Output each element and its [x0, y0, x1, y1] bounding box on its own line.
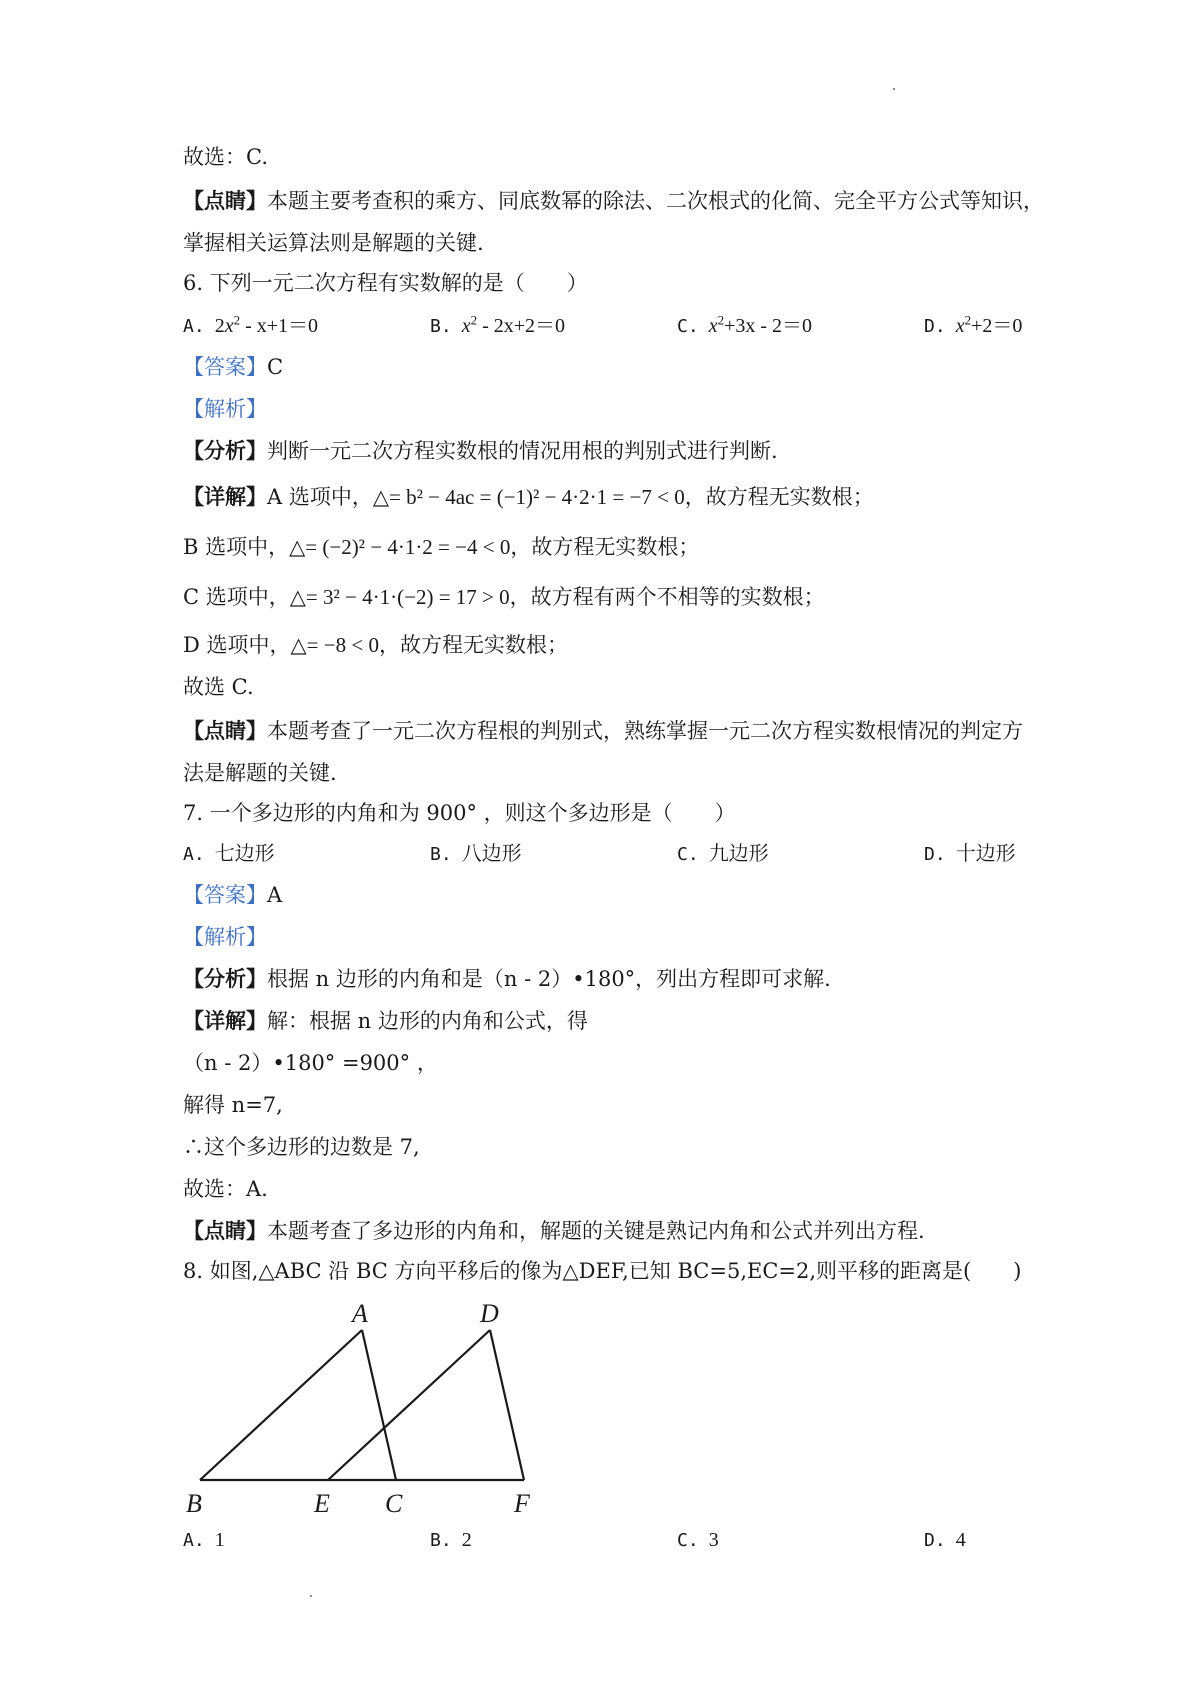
option-b: [430, 310, 565, 342]
detail-text: D 选项中，: [183, 633, 291, 657]
option-letter: C.: [677, 316, 699, 337]
option-text: 八边形: [461, 841, 522, 865]
option-c: [677, 310, 812, 342]
detail-tail: ，故方程有两个不相等的实数根；: [509, 585, 825, 609]
q7-conclusion: 故选：A.: [183, 1177, 268, 1201]
option-a: [183, 838, 275, 870]
detail-math: △= (−2)² − 4·1·2 = −4 < 0: [289, 535, 511, 559]
comment-tag: 【点睛】: [183, 718, 267, 743]
option-rest: - x+1＝0: [240, 315, 319, 337]
page-speck: [893, 88, 895, 90]
analysis-tag: 【分析】: [183, 966, 267, 991]
q6-analysis: [183, 436, 778, 466]
prev-comment-cont: 掌握相关运算法则是解题的关键.: [183, 231, 484, 255]
option-letter: B.: [430, 1530, 452, 1551]
q6-jiexi-tag: 【解析】: [183, 397, 267, 421]
option-text: 2: [461, 1529, 472, 1551]
answer-value: A: [267, 883, 283, 907]
option-d: [924, 838, 1016, 870]
option-rest: - 2x+2＝0: [477, 315, 566, 337]
option-text: 1: [214, 1529, 225, 1551]
option-rest: +2＝0: [971, 315, 1023, 337]
comment-text: 本题主要考查积的乘方、同底数幂的除法、二次根式的化简、完全平方公式等知识，: [267, 189, 1044, 213]
option-b: [430, 1524, 472, 1556]
q7-answer: [183, 880, 282, 910]
analysis-tag: 【分析】: [183, 438, 267, 463]
q8-stem: 8. 如图,△ABC 沿 BC 方向平移后的像为△DEF,已知 BC=5,EC=2,则平移的距离是( ): [183, 1259, 1022, 1283]
option-b: [430, 838, 522, 870]
option-exp: 2: [233, 312, 241, 328]
label-d: D: [480, 1299, 499, 1328]
q6-detail-a: [183, 482, 874, 512]
label-c: C: [385, 1489, 403, 1518]
option-letter: D.: [924, 316, 946, 337]
option-letter: A.: [183, 844, 205, 865]
option-letter: B.: [430, 844, 452, 865]
detail-tail: ，故方程无实数根；: [684, 485, 874, 509]
detail-math: △= 3² − 4·1·(−2) = 17 > 0: [289, 585, 510, 609]
q7-jiexi-tag: 【解析】: [183, 925, 267, 949]
option-letter: D.: [924, 1530, 946, 1551]
q6-comment-cont: 法是解题的关键.: [183, 761, 337, 785]
translation-figure: [180, 1298, 540, 1528]
detail-tag: 【详解】: [183, 1008, 267, 1033]
option-exp: 2: [470, 312, 478, 328]
label-b: B: [186, 1489, 202, 1518]
option-text: 七边形: [214, 841, 275, 865]
detail-text: C 选项中，: [183, 585, 290, 609]
detail-math: △= −8 < 0: [290, 633, 379, 657]
analysis-text: 根据 n 边形的内角和是（n - 2）•180°，列出方程即可求解.: [267, 967, 831, 991]
option-exp: 2: [964, 312, 972, 328]
q7-comment: [183, 1216, 925, 1246]
prev-comment: [183, 186, 1044, 216]
option-a: [183, 310, 318, 342]
detail-tail: ，故方程无实数根；: [510, 535, 700, 559]
q7-detail-3: 解得 n=7,: [183, 1093, 283, 1117]
option-c: [677, 838, 769, 870]
segment-ba: [200, 1330, 362, 1480]
option-a: [183, 1524, 225, 1556]
segment-ac: [362, 1330, 396, 1480]
answer-tag: 【答案】: [183, 355, 267, 379]
option-d: [924, 1524, 966, 1556]
comment-text: 本题考查了多边形的内角和，解题的关键是熟记内角和公式并列出方程.: [267, 1219, 925, 1243]
q7-detail: [183, 1006, 588, 1036]
option-text: 九边形: [708, 841, 769, 865]
option-text: 4: [955, 1529, 966, 1551]
q6-answer: [183, 352, 283, 382]
detail-text: A 选项中，: [267, 485, 373, 509]
q7-analysis: [183, 964, 831, 994]
segment-ed: [328, 1330, 490, 1480]
comment-text: 本题考查了一元二次方程根的判别式，熟练掌握一元二次方程实数根情况的判定方: [267, 719, 1023, 743]
q6-detail-b: [183, 532, 699, 562]
answer-value: C: [267, 355, 284, 379]
q6-stem: 6. 下列一元二次方程有实数解的是（ ）: [183, 271, 588, 295]
option-letter: D.: [924, 844, 946, 865]
segment-df: [490, 1330, 524, 1480]
option-letter: C.: [677, 1530, 699, 1551]
option-letter: C.: [677, 844, 699, 865]
q6-conclusion: 故选 C.: [183, 675, 254, 699]
detail-tail: ，故方程无实数根；: [378, 633, 568, 657]
page-speck: [310, 1595, 312, 1597]
q6-comment: [183, 716, 1023, 746]
comment-tag: 【点睛】: [183, 188, 267, 213]
label-a: A: [352, 1299, 368, 1328]
option-rest: +3x - 2＝0: [724, 315, 813, 337]
q6-detail-d: [183, 630, 568, 660]
option-letter: B.: [430, 316, 452, 337]
detail-text: B 选项中，: [183, 535, 290, 559]
option-coef: 2: [214, 315, 225, 337]
q6-detail-c: [183, 582, 825, 612]
option-var: x: [461, 315, 471, 337]
detail-tag: 【详解】: [183, 484, 267, 509]
option-text: 十边形: [955, 841, 1016, 865]
detail-text: 解：根据 n 边形的内角和公式，得: [267, 1009, 588, 1033]
option-var: x: [955, 315, 965, 337]
option-letter: A.: [183, 1530, 205, 1551]
q7-detail-4: ∴这个多边形的边数是 7,: [183, 1135, 420, 1159]
q7-stem: 7. 一个多边形的内角和为 900° ，则这个多边形是（ ）: [183, 801, 736, 825]
label-e: E: [314, 1489, 330, 1518]
option-d: [924, 310, 1022, 342]
label-f: F: [514, 1489, 530, 1518]
option-letter: A.: [183, 316, 205, 337]
detail-math: △= b² − 4ac = (−1)² − 4·2·1 = −7 < 0: [372, 485, 685, 509]
answer-tag: 【答案】: [183, 883, 267, 907]
option-var: x: [224, 315, 234, 337]
prev-conclusion: 故选：C.: [183, 145, 268, 169]
option-c: [677, 1524, 719, 1556]
option-var: x: [708, 315, 718, 337]
comment-tag: 【点睛】: [183, 1218, 267, 1243]
option-exp: 2: [717, 312, 725, 328]
q7-detail-2: （n - 2）•180° =900° ，: [183, 1051, 438, 1075]
analysis-text: 判断一元二次方程实数根的情况用根的判别式进行判断.: [267, 439, 778, 463]
option-text: 3: [708, 1529, 719, 1551]
